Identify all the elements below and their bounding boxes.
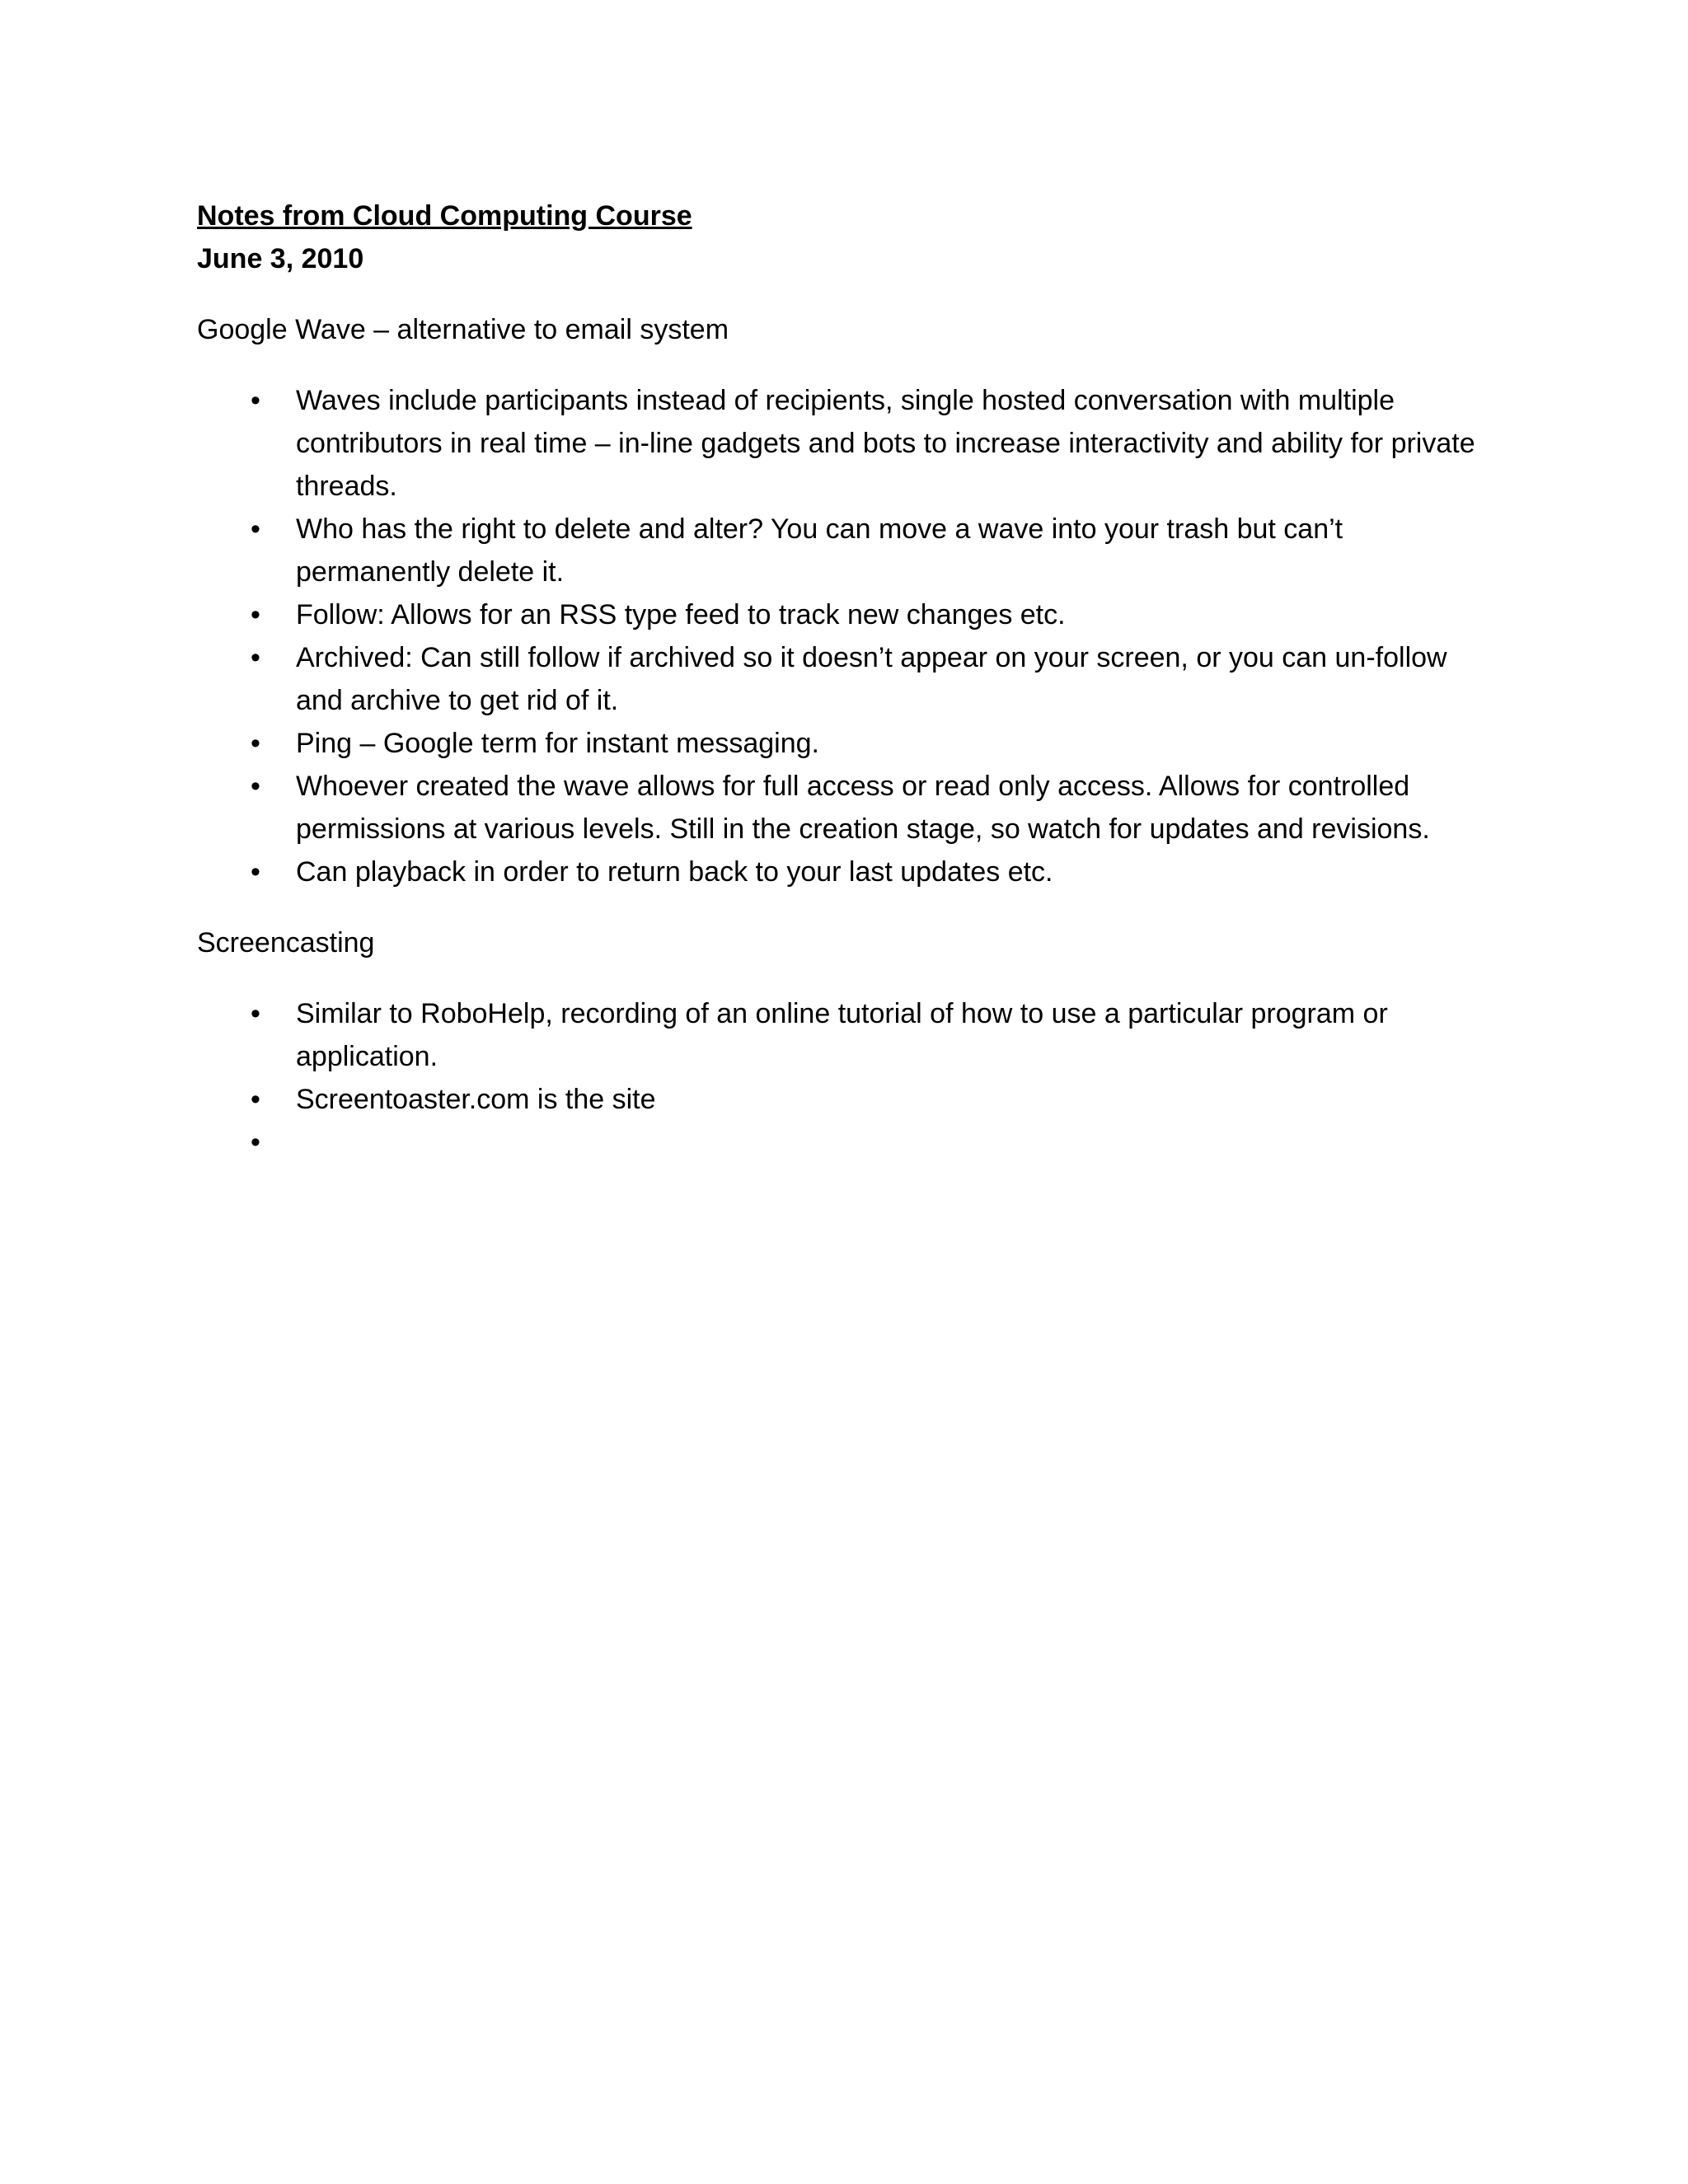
bullet-icon (243, 593, 268, 636)
section-google-wave (197, 308, 1483, 893)
list-item-text: Ping – Google term for instant messaging. (296, 728, 819, 759)
bullet-icon (243, 765, 268, 808)
list-item (197, 765, 1483, 851)
list-item-text: Similar to RoboHelp, recording of an online tutorial of how to use a particular program or application. (296, 998, 1388, 1072)
list-item-text: Screentoaster.com is the site (296, 1084, 656, 1115)
list-item (197, 1121, 1483, 1164)
bullet-icon (243, 1121, 268, 1164)
section-heading: Google Wave – alternative to email system (197, 314, 729, 345)
document-date: June 3, 2010 (197, 243, 364, 274)
bullet-list (197, 992, 1483, 1164)
list-item (197, 722, 1483, 765)
list-item (197, 593, 1483, 636)
section-heading: Screencasting (197, 927, 375, 958)
list-item (197, 379, 1483, 508)
list-item (197, 851, 1483, 893)
list-item-text: Whoever created the wave allows for full access or read only access. Allows for controlled permissions at various levels. Still in the creation stage, so watch for updates and revisions. (296, 771, 1430, 845)
bullet-icon (243, 508, 268, 551)
bullet-icon (243, 722, 268, 765)
list-item-text: Follow: Allows for an RSS type feed to track new changes etc. (296, 599, 1066, 630)
document-body (197, 194, 1483, 1192)
bullet-list (197, 379, 1483, 893)
bullet-icon (243, 851, 268, 893)
list-item-text: Waves include participants instead of recipients, single hosted conversation with multiple contributors in real time – in-line gadgets and bots to increase interactivity and ability for private threads. (296, 385, 1475, 502)
list-item (197, 1078, 1483, 1121)
list-item-text: Who has the right to delete and alter? You can move a wave into your trash but can’t permanently delete it. (296, 513, 1343, 588)
list-item-text: Can playback in order to return back to your last updates etc. (296, 856, 1053, 888)
document-title: Notes from Cloud Computing Course (197, 200, 692, 232)
bullet-icon (243, 636, 268, 679)
bullet-icon (243, 1078, 268, 1121)
bullet-icon (243, 379, 268, 422)
bullet-icon (243, 992, 268, 1035)
list-item (197, 636, 1483, 722)
list-item-text: Archived: Can still follow if archived so it doesn’t appear on your screen, or you can un-follow and archive to get rid of it. (296, 642, 1447, 716)
section-screencasting (197, 921, 1483, 1164)
list-item (197, 992, 1483, 1078)
list-item (197, 508, 1483, 593)
